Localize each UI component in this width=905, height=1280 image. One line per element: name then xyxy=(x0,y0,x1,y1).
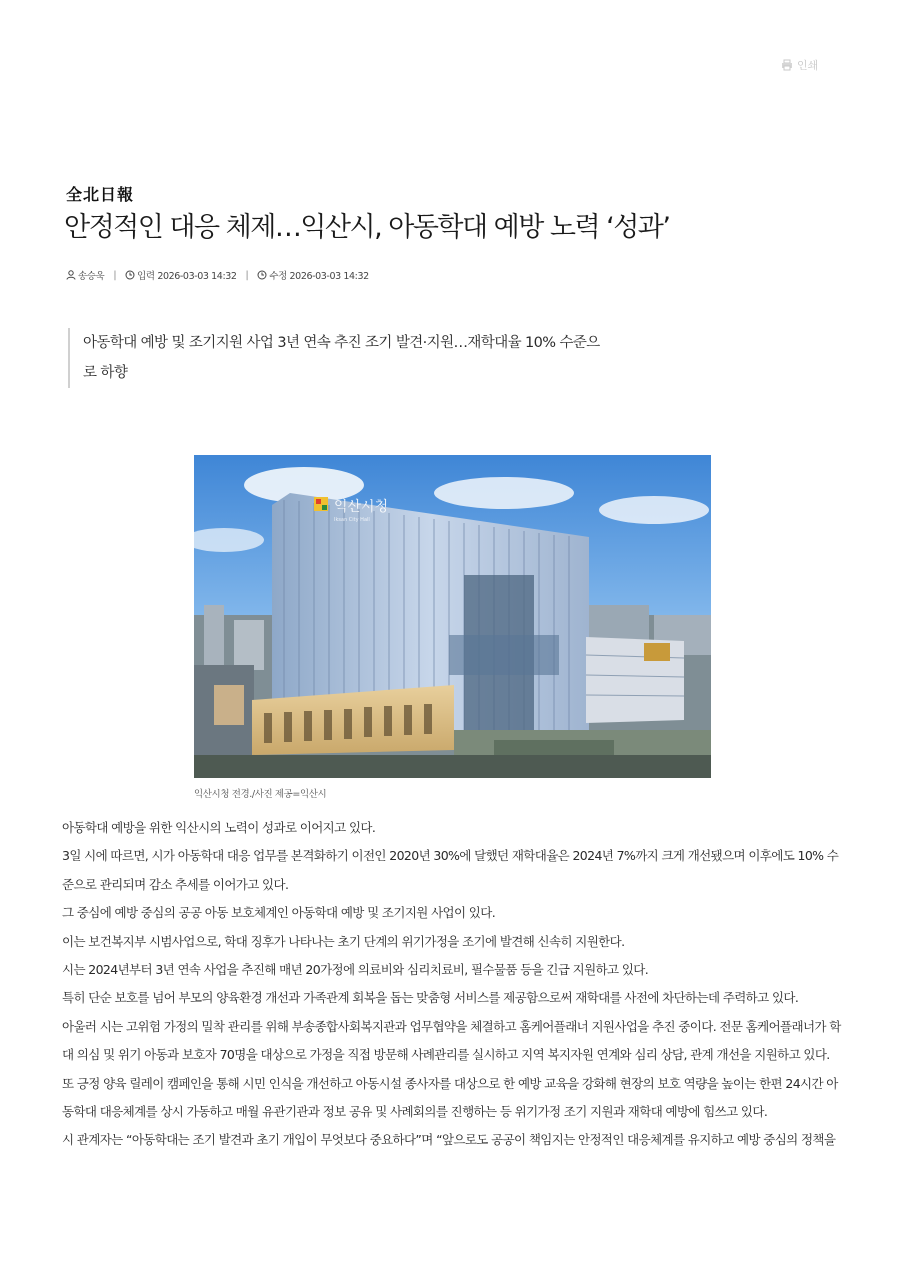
published-date: 입력 2026-03-03 14:32 xyxy=(137,271,237,282)
meta-divider: | xyxy=(113,269,117,281)
user-icon xyxy=(66,270,76,280)
article-headline: 안정적인 대응 체제…익산시, 아동학대 예방 노력 ‘성과’ xyxy=(64,212,670,243)
city-hall-photo xyxy=(194,455,711,778)
photo-sign-text: 익산시청 xyxy=(334,499,389,515)
body-paragraph: 이는 보건복지부 시범사업으로, 학대 징후가 나타나는 초기 단계의 위기가정을 조기에 발견해 신속히 지원한다. xyxy=(62,933,625,949)
printer-icon xyxy=(781,59,793,71)
body-paragraph: 3일 시에 따르면, 시가 아동학대 대응 업무를 본격화하기 이전인 2020년 30%에 달했던 재학대율은 2024년 7%까지 크게 개선됐으며 이후에도 10% 수준으로 관리되며 감소 추세를 이어가고 있다. xyxy=(62,848,839,892)
clock-icon xyxy=(257,270,267,280)
body-paragraph: 시는 2024년부터 3년 연속 사업을 추진해 매년 20가정에 의료비와 심리치료비, 필수물품 등을 긴급 지원하고 있다. xyxy=(62,962,649,978)
body-paragraph: 아동학대 예방을 위한 익산시의 노력이 성과로 이어지고 있다. xyxy=(62,820,376,835)
print-label: 인쇄 xyxy=(797,59,819,72)
updated-date: 수정 2026-03-03 14:32 xyxy=(269,271,369,282)
author-name: 송승욱 xyxy=(78,271,105,282)
print-button[interactable] xyxy=(781,57,818,73)
photo-caption: 익산시청 전경./사진 제공=익산시 xyxy=(194,789,327,800)
article-body xyxy=(62,814,848,1155)
article-summary: 아동학대 예방 및 조기지원 사업 3년 연속 추진 조기 발견·지원…재학대율 10% 수준으로 하향 xyxy=(68,328,603,388)
meta-divider: | xyxy=(245,269,249,281)
newspaper-logo: 全北日報 xyxy=(66,185,135,204)
body-paragraph: 그 중심에 예방 중심의 공공 아동 보호체계인 아동학대 예방 및 조기지원 사업이 있다. xyxy=(62,905,496,921)
body-paragraph: 시 관계자는 “아동학대는 조기 발견과 초기 개입이 무엇보다 중요하다”며 “앞으로도 공공이 책임지는 안정적인 대응체계를 유지하고 예방 중심의 정책을 xyxy=(62,1132,836,1148)
body-paragraph: 아울러 시는 고위험 가정의 밀착 관리를 위해 부송종합사회복지관과 업무협약을 체결하고 홈케어플래너 지원사업을 추진 중이다. 전문 홈케어플래너가 학대 의심 및 위기 아동과 보호자 70명을 대상으로 가정을 직접 방문해 사례관리를 실시하고 지역 복지자원 연계와 심리 상담, 관계 개선을 지원하고 있다. xyxy=(62,1018,841,1063)
photo-sign-subtext: Iksan City Hall xyxy=(334,517,370,523)
body-paragraph: 또 긍정 양육 릴레이 캠페인을 통해 시민 인식을 개선하고 아동시설 종사자를 대상으로 한 예방 교육을 강화해 현장의 보호 역량을 높이는 한편 24시간 아동학대 대응체계를 상시 가동하고 매월 유관기관과 정보 공유 및 사례회의를 진행하는 등 위기가정 조기 지원과 재학대 예방에 힘쓰고 있다. xyxy=(62,1075,838,1120)
article-meta xyxy=(66,268,369,282)
body-paragraph: 특히 단순 보호를 넘어 부모의 양육환경 개선과 가족관계 회복을 돕는 맞춤형 서비스를 제공함으로써 재학대를 사전에 차단하는데 주력하고 있다. xyxy=(62,990,799,1006)
clock-icon xyxy=(125,270,135,280)
